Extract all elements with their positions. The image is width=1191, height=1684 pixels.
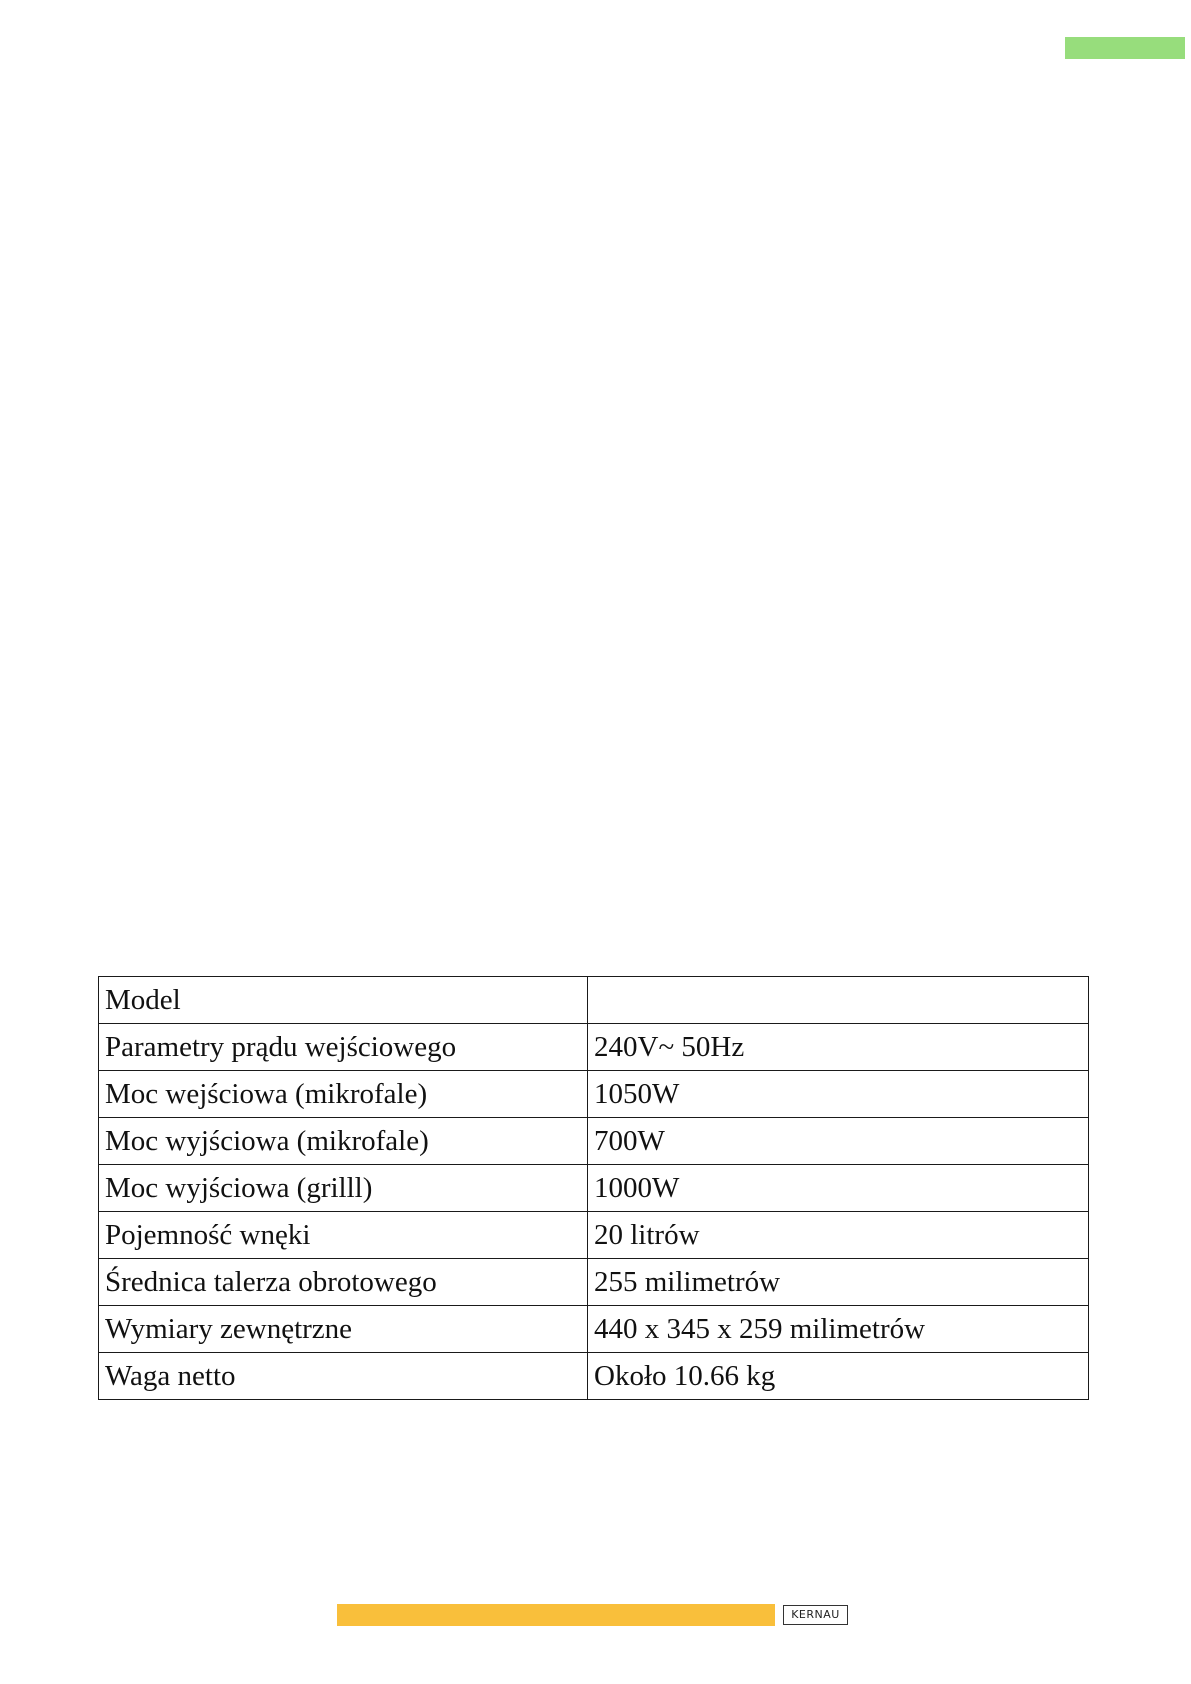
- spec-value: [588, 977, 1089, 1024]
- brand-logo: KERNAU: [783, 1605, 848, 1625]
- spec-label: Parametry prądu wejściowego: [99, 1024, 588, 1071]
- table-row: [99, 1353, 1089, 1400]
- spec-value: 440 x 345 x 259 milimetrów: [588, 1306, 1089, 1353]
- table-row: [99, 1259, 1089, 1306]
- footer-accent-bar: [337, 1604, 775, 1626]
- spec-value: Około 10.66 kg: [588, 1353, 1089, 1400]
- spec-label: Waga netto: [99, 1353, 588, 1400]
- table-row: [99, 1118, 1089, 1165]
- spec-value: 1000W: [588, 1165, 1089, 1212]
- specification-table: [98, 976, 1089, 1400]
- table-row: [99, 1071, 1089, 1118]
- spec-value: 700W: [588, 1118, 1089, 1165]
- spec-label: Moc wyjściowa (grilll): [99, 1165, 588, 1212]
- spec-label: Model: [99, 977, 588, 1024]
- spec-label: Pojemność wnęki: [99, 1212, 588, 1259]
- table-row: [99, 1212, 1089, 1259]
- spec-label: Średnica talerza obrotowego: [99, 1259, 588, 1306]
- table-row: [99, 1165, 1089, 1212]
- spec-value: 255 milimetrów: [588, 1259, 1089, 1306]
- table-row: [99, 1024, 1089, 1071]
- spec-label: Moc wejściowa (mikrofale): [99, 1071, 588, 1118]
- spec-value: 20 litrów: [588, 1212, 1089, 1259]
- header-accent-bar: [1065, 37, 1185, 59]
- table-row: [99, 977, 1089, 1024]
- spec-value: 1050W: [588, 1071, 1089, 1118]
- spec-label: Moc wyjściowa (mikrofale): [99, 1118, 588, 1165]
- spec-value: 240V~ 50Hz: [588, 1024, 1089, 1071]
- table-row: [99, 1306, 1089, 1353]
- spec-label: Wymiary zewnętrzne: [99, 1306, 588, 1353]
